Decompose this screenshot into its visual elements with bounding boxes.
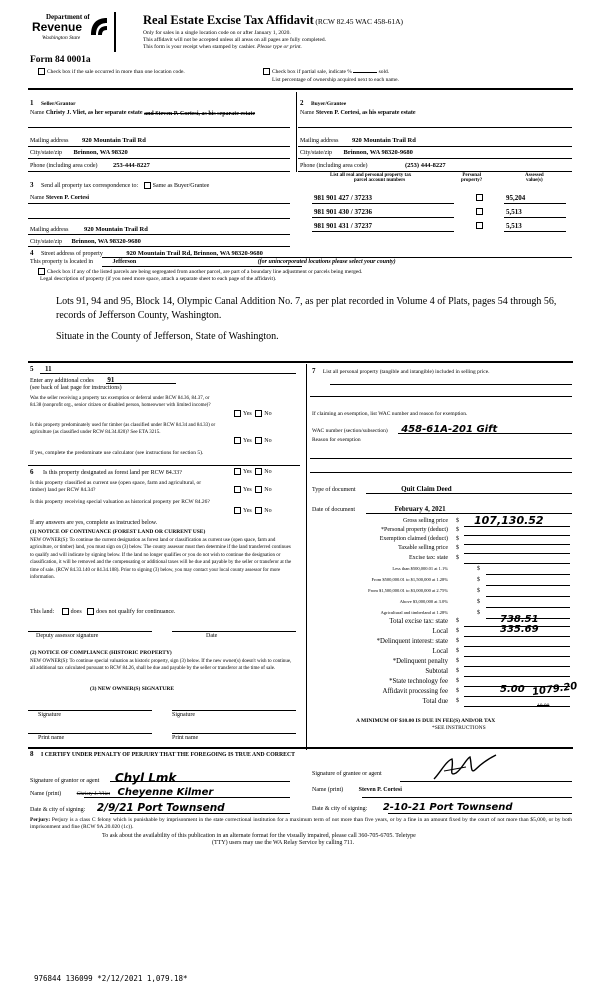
tax-row-label: *State technology fee — [389, 678, 448, 685]
grantee-date-row — [312, 802, 513, 813]
exemption-label: If claiming an exemption, list WAC number and reason for exemption. — [312, 411, 468, 417]
dollar-sign: $ — [477, 588, 480, 594]
deputy-date-label: Date — [206, 633, 218, 639]
personal-checkbox-2[interactable] — [476, 208, 483, 215]
perjury-block — [30, 817, 572, 831]
tax-row-label: Affidavit processing fee — [382, 688, 448, 695]
located-label: This property is located in — [30, 259, 93, 265]
new-owner-sig: (3) NEW OWNER(S) SIGNATURE — [90, 686, 174, 692]
certify-text: I CERTIFY UNDER PENALTY OF PERJURY THAT THE FOREGOING IS TRUE AND CORRECT — [41, 752, 296, 758]
sig-label-2: Signature — [172, 712, 195, 718]
section5-num: 5 — [30, 365, 34, 373]
partial-sale-label: Check box if partial sale, indicate % — [272, 68, 352, 75]
section5-q2: Is this property predominately used for timber (as classified under RCW 84.34 and 84.33) or agriculture (as classified under RCW 84.34.020)? See ETA 3215. — [30, 423, 216, 435]
perjury-text: Perjury is a class C felony which is punishable by imprisonment in the state correctional institution for a maximum term of not more than five years, or by a fine in an amount fixed by the court of not more than $5,000, or by both imprisonment and fine (RCW 9A.20.020 (1c)). — [30, 817, 572, 830]
dollar-sign: $ — [477, 577, 480, 583]
dollar-sign: $ — [456, 527, 459, 533]
seller-phone-value: 253-444-8227 — [112, 162, 150, 169]
reason-label: Reason for exemption — [312, 437, 361, 443]
grantee-signature — [430, 753, 500, 783]
grantee-date-label: Date & city of signing: — [312, 806, 368, 812]
partial-sale-checkbox[interactable] — [263, 68, 270, 75]
receipt-stamp: 976844 136099 *2/12/2021 1,079.18* — [34, 974, 188, 983]
grantee-sig-label: Signature of grantee or agent — [312, 771, 382, 777]
parcel-col2-head: Personal property? — [461, 173, 483, 183]
legal-label: Legal description of property (if you need more space, attach a separate sheet to each page of the affidavit). — [40, 276, 277, 282]
seller-mailing-value: 920 Mountain Trail Rd — [82, 137, 146, 144]
form-statute: (RCW 82.45 WAC 458-61A) — [315, 17, 403, 26]
property-num: 4 — [30, 249, 34, 257]
buyer-phone-row — [300, 162, 446, 169]
tax-row-label: Local — [432, 648, 448, 655]
parcel-row-2: 981 901 430 / 37236 — [314, 208, 372, 216]
corr-mailing-row — [30, 226, 148, 233]
situate-text: Situate in the County of Jefferson, State of Washington. — [56, 331, 279, 342]
personal-checkbox-1[interactable] — [476, 194, 483, 201]
hist-text: NEW OWNER(S): To continue special valuation as historic property, sign (3) below. If the new owner(s) doesn't wish to continue, all additional tax calculated pursuant to RCW 84.26, shall be due and payable by the seller or transferor at the time of sale. — [30, 659, 292, 672]
tax-row-label: Subtotal — [425, 668, 448, 675]
grantor-sig-label: Signature of grantor or agent — [30, 778, 100, 784]
land-does-checkbox[interactable] — [62, 608, 69, 615]
section7-bottom-rule — [28, 747, 573, 749]
parcel-col1-head: List all real and personal property tax parcel account numbers — [330, 173, 412, 183]
corr-name-value: Steven P. Cortesi — [45, 195, 90, 201]
minimum-note: A MINIMUM OF $10.00 IS DUE IN FEE(S) AND/OR TAX — [356, 718, 496, 724]
seller-name-value: Christy J. Vliet, as her separate estate — [45, 110, 143, 116]
segregated-label: Check box if any of the listed parcels are being segregated from another parcel, are part of a boundary line adjustment or parcels being merged. — [47, 268, 363, 275]
section6-q2-yesno: Yes No — [234, 486, 272, 493]
grantee-sig-row — [312, 771, 382, 777]
parcel-col3-head: Assessed value(s) — [525, 173, 544, 183]
located-note: (for unincorporated locations please select your county) — [257, 259, 396, 265]
tax-row-label: From $1,500,000.01 to $3,000,000 at 2.75% — [368, 588, 448, 593]
wac-label: WAC number (section/subsection) — [312, 428, 388, 434]
perjury-label: Perjury: — [30, 817, 51, 823]
dollar-sign: $ — [456, 545, 459, 551]
section6-q1-yesno: Yes No — [234, 468, 272, 475]
section7-num: 7 — [312, 367, 316, 375]
buyer-num: 2 — [300, 99, 304, 107]
any-yes: If any answers are yes, complete as instructed below. — [30, 520, 158, 526]
section4-bottom-rule — [28, 361, 573, 363]
dollar-sign: $ — [456, 618, 459, 624]
grantor-name-label: Name (print) — [30, 791, 62, 797]
form-title: Real Estate Excise Tax Affidavit — [143, 13, 314, 27]
doc-date-label: Date of document — [312, 507, 355, 513]
partial-sale-row — [263, 68, 389, 75]
dept-line1: Department of — [46, 13, 90, 21]
dor-logo — [30, 13, 110, 53]
grantee-name-row — [312, 787, 402, 793]
section5-code-row — [30, 365, 52, 373]
seller-phone-row — [30, 162, 150, 169]
s6q2-no-checkbox[interactable] — [255, 486, 262, 493]
partial-sold-label: sold. — [378, 68, 390, 75]
multi-location-row — [38, 68, 185, 75]
seller-phone-label: Phone (including area code) — [30, 163, 98, 169]
tax-row-value: 335.69 — [500, 624, 539, 635]
seller-heading-wrap — [30, 99, 76, 107]
additional-codes-row — [30, 376, 114, 384]
corr-name-row — [30, 195, 89, 201]
buyer-heading-wrap — [300, 99, 346, 107]
seller-name-row — [30, 110, 280, 118]
alt-format-2: (TTY) users may use the WA Relay Service by calling 711. — [212, 840, 355, 846]
buyer-mailing-value: 920 Mountain Trail Rd — [352, 137, 416, 144]
street-value: 920 Mountain Trail Rd, Brinnon, WA 98320-9680 — [126, 250, 263, 257]
dept-line3: Washington State — [42, 35, 81, 41]
street-label: Street address of property — [41, 251, 103, 257]
multi-location-checkbox[interactable] — [38, 68, 45, 75]
additional-codes-value: 91 — [107, 376, 115, 384]
s6q1-no-checkbox[interactable] — [255, 468, 262, 475]
dollar-sign: $ — [456, 638, 459, 644]
s6q1-yes-checkbox[interactable] — [234, 468, 241, 475]
doc-type-row — [312, 485, 452, 493]
corr-mailing-label: Mailing address — [30, 227, 69, 233]
tax-row-label: Taxable selling price — [398, 545, 448, 551]
dollar-sign: $ — [477, 599, 480, 605]
section6-num: 6 — [30, 468, 34, 476]
dept-line2: Revenue — [32, 20, 83, 34]
tax-row-label: Total excise tax: state — [389, 618, 448, 625]
s6q3-yes-checkbox[interactable] — [234, 507, 241, 514]
seller-mailing-label: Mailing address — [30, 138, 69, 144]
tax-row-label: *Delinquent interest: state — [376, 638, 448, 645]
grantor-name-hw: Cheyenne Kilmer — [117, 787, 214, 798]
cont-heading: (1) NOTICE OF CONTINUANCE (FOREST LAND OR CURRENT USE) — [30, 529, 206, 535]
corr-city-row — [30, 238, 141, 245]
tax-row-label: *Delinquent penalty — [392, 658, 448, 665]
q2-no-checkbox[interactable] — [255, 437, 262, 444]
q2-yes-checkbox[interactable] — [234, 437, 241, 444]
buyer-mailing-label: Mailing address — [300, 138, 339, 144]
dollar-sign: $ — [477, 566, 480, 572]
s6q3-no-checkbox[interactable] — [255, 507, 262, 514]
seller-city-label: City/state/zip — [30, 150, 62, 156]
header-sub1: Only for sales in a single location code on or after January 1, 2020. — [143, 30, 291, 36]
additional-codes-label: Enter any additional codes — [30, 378, 94, 384]
q1-no-checkbox[interactable] — [255, 410, 262, 417]
section6-q3-yesno: Yes No — [234, 507, 272, 514]
land-does-not-checkbox[interactable] — [87, 608, 94, 615]
hist-heading: (2) NOTICE OF COMPLIANCE (HISTORIC PROPERTY) — [30, 650, 172, 656]
section5-q1-yesno: Yes No — [234, 410, 272, 417]
street-row — [30, 249, 263, 257]
grantee-date-hw: 2-10-21 Port Townsend — [382, 802, 513, 813]
grantor-sig-row — [30, 771, 176, 785]
segregated-row — [38, 268, 362, 275]
list-percentage: List percentage of ownership acquired next to each name. — [272, 77, 399, 83]
section5-code: 11 — [45, 365, 52, 373]
wac-value: 458-61A-201 Gift — [401, 424, 498, 435]
seller-num: 1 — [30, 99, 34, 107]
tax-row-label: Above $3,000,000 at 3.0% — [399, 599, 448, 604]
dollar-sign: $ — [456, 648, 459, 654]
grantor-date-hw: 2/9/21 Port Townsend — [96, 802, 225, 814]
corr-city-value: Brinnon, WA 98320-9680 — [71, 238, 141, 245]
dollar-sign: $ — [456, 668, 459, 674]
header-bottom-rule — [28, 88, 573, 90]
seller-heading: Seller/Grantor — [41, 101, 76, 107]
seller-name-struck: and Steven P. Cortesi, as his separate estate — [144, 111, 256, 117]
section5-q1: Was the seller receiving a property tax exemption or deferral under RCW 84.36, 84.37, or 84.38 (nonprofit org., senior citizen or disabled person, homeowner with limited income)? — [30, 396, 211, 408]
print-name-label-2: Print name — [172, 735, 199, 741]
dollar-sign: $ — [456, 658, 459, 664]
see-instructions: *SEE INSTRUCTIONS — [432, 725, 486, 731]
tax-row-label: Exemption claimed (deduct) — [379, 536, 448, 542]
header-sub3-wrap — [143, 44, 302, 50]
dollar-sign: $ — [456, 678, 459, 684]
dollar-sign: $ — [477, 610, 480, 616]
seller-city-value: Brinnon, WA 98320 — [73, 149, 128, 156]
parcel-value-1: 95,204 — [506, 194, 526, 202]
dollar-sign: $ — [456, 628, 459, 634]
section6-q2: Is this property classified as current use (open space, farm and agricultural, or timber) land per RCW 84.34? — [30, 480, 202, 493]
grantor-signature: Chyl Lmk — [114, 771, 177, 785]
tax-row-value: 107,130.52 — [474, 514, 544, 527]
seller-city-row — [30, 149, 128, 156]
tax-row-label: Gross selling price — [403, 518, 448, 524]
tax-row-value: 1079.20 — [531, 680, 579, 699]
tax-row-label: Excise tax: state — [409, 555, 448, 561]
buyer-name-label: Name — [300, 110, 315, 116]
tax-row-label: Local — [432, 628, 448, 635]
dollar-sign: $ — [456, 518, 459, 524]
section8-num: 8 — [30, 750, 34, 758]
buyer-mailing-row — [300, 137, 416, 144]
dor-swoosh-icon — [87, 15, 111, 39]
parcel-value-2: 5,513 — [506, 208, 522, 216]
section5-q2-yesno: Yes No — [234, 437, 272, 444]
doc-type-label: Type of document — [312, 487, 356, 493]
dollar-sign: $ — [456, 536, 459, 542]
section7-row — [312, 365, 567, 378]
buyer-city-label: City/state/zip — [300, 150, 332, 156]
section6-q1: Is this property designated as forest land per RCW 84.33? — [43, 470, 182, 476]
grantee-name-label: Name (print) — [312, 787, 344, 793]
section7-label: List all personal property (tangible and intangible) included in selling price. — [322, 369, 490, 375]
buyer-name-row — [300, 110, 416, 116]
doc-type-value: Quit Claim Deed — [401, 485, 452, 493]
located-row — [30, 259, 396, 265]
alt-format-1: To ask about the availability of this publication in an alternate format for the visually impaired, please call 360-705-6705. Teletype — [102, 833, 416, 839]
dollar-sign: $ — [456, 698, 459, 704]
corr-num: 3 — [30, 181, 34, 189]
doc-date-value: February 4, 2021 — [394, 505, 446, 513]
buyer-phone-label: Phone (including area code) — [300, 163, 368, 169]
this-land-row: This land: does does not qualify for continuance. — [30, 608, 176, 615]
tax-row-value: 5.00 — [500, 684, 525, 695]
personal-checkbox-3[interactable] — [476, 222, 483, 229]
total-due-struck: 10.00 — [537, 703, 550, 709]
buyer-name-value: Steven P. Cortesi, as his separate estate — [315, 110, 416, 116]
dollar-sign: $ — [456, 688, 459, 694]
parcel-row-3: 981 901 431 / 37237 — [314, 222, 372, 230]
form-title-block — [143, 13, 403, 28]
doc-date-row — [312, 505, 446, 513]
tax-row-label: From $500,000.01 to $1,500,000 at 1.28% — [371, 577, 448, 582]
form-number: Form 84 0001a — [30, 55, 91, 65]
header-sub3: This form is your receipt when stamped by cashier. — [143, 44, 256, 50]
print-name-label-1: Print name — [38, 735, 65, 741]
buyer-city-row — [300, 149, 413, 156]
grantor-name-struck: Christy J. Vliet — [76, 791, 111, 797]
section6-q3: Is this property receiving special valuation as historical property per RCW 84.26? — [30, 499, 210, 505]
corr-same-label: Same as Buyer/Grantee — [152, 183, 210, 189]
grantee-name-value: Steven P. Cortesi — [358, 787, 402, 793]
tax-row-label: Total due — [422, 698, 448, 705]
tax-row-value: 738.51 — [500, 614, 539, 625]
predominate: If yes, complete the predominate use calculator (see instructions for section 5). — [30, 450, 204, 456]
corr-row — [30, 181, 209, 189]
seller-mailing-row — [30, 137, 146, 144]
tax-row-label: Agricultural and timberland at 1.28% — [380, 610, 448, 615]
header-sub3-italic: Please type or print. — [256, 44, 302, 50]
see-back: (see back of last page for instructions) — [30, 385, 122, 391]
buyer-phone-value: (253) 444-8227 — [404, 162, 446, 169]
parcel-value-3: 5,513 — [506, 222, 522, 230]
tax-row-label: *Personal property (deduct) — [381, 527, 448, 533]
certify-row — [30, 750, 295, 758]
deputy-sig-label: Deputy assessor signature — [36, 633, 99, 639]
legal-text: Lots 91, 94 and 95, Block 14, Olympic Canal Addition No. 7, as per plat recorded in Volume 4 of Plats, pages 54 through 56, records of Jefferson County, Washington. — [56, 296, 557, 321]
segregated-checkbox[interactable] — [38, 268, 45, 275]
multi-location-label: Check box if the sale occurred in more than one location code. — [47, 68, 185, 75]
buyer-heading: Buyer/Grantee — [311, 101, 347, 107]
corr-mailing-value: 920 Mountain Trail Rd — [84, 226, 148, 233]
q1-yes-checkbox[interactable] — [234, 410, 241, 417]
buyer-city-value: Brinnon, WA 98320-9680 — [343, 149, 413, 156]
corr-city-label: City/state/zip — [30, 239, 62, 245]
header-sub2: This affidavit will not be accepted unless all areas on all pages are fully completed. — [143, 37, 327, 43]
grantor-date-label: Date & city of signing: — [30, 807, 86, 813]
header-divider — [114, 12, 116, 52]
section6-q1-row — [30, 468, 182, 476]
cont-text: NEW OWNER(S): To continue the current designation as forest land or classification as current use (open space, farm and agriculture, or timber) land, you must sign on (3) below. The county assessor must then determine if the land transferred continues to qualify and will indicate by signing below. If the land no longer qualifies or you do not wish to continue the designation or classification, it will be removed and the compensating or additional taxes will be due and payable by the seller or transferor at the time of sale. (RCW 84.33.140 or 84.34.108). Prior to signing (3) below, you may contact your local county assessor for more information. — [30, 538, 292, 581]
sig-label-1: Signature — [38, 712, 61, 718]
parcel-row-1: 981 901 427 / 37233 — [314, 194, 372, 202]
corr-name-label: Name — [30, 195, 45, 201]
dollar-sign: $ — [456, 555, 459, 561]
corr-same-checkbox[interactable] — [144, 182, 151, 189]
located-value: Jefferson — [112, 259, 137, 265]
s6q2-yes-checkbox[interactable] — [234, 486, 241, 493]
tax-row-label: Less than $500,000.01 at 1.1% — [392, 566, 448, 571]
seller-name-label: Name — [30, 110, 45, 116]
corr-label: Send all property tax correspondence to: — [41, 183, 139, 189]
